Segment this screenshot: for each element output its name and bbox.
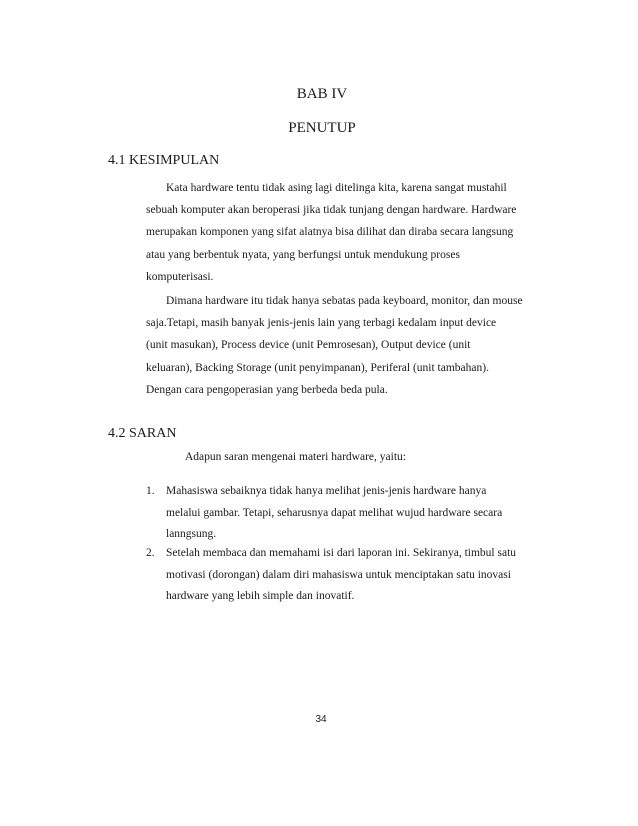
paragraph-line: saja.Tetapi, masih banyak jenis-jenis lain yang terbagi kedalam input device	[146, 317, 497, 330]
paragraph-line: Kata hardware tentu tidak asing lagi ditelinga kita, karena sangat mustahil	[166, 182, 507, 194]
list-line: lanngsung.	[166, 528, 217, 540]
chapter-title: PENUTUP	[288, 120, 356, 136]
kesimpulan-paragraph-2	[146, 290, 546, 401]
paragraph-line: keluaran), Backing Storage (unit penyimpanan), Periferal (unit tambahan).	[146, 361, 489, 374]
list-line: Setelah membaca dan memahami isi dari laporan ini. Sekiranya, timbul satu	[166, 547, 517, 559]
paragraph-line: komputerisasi.	[146, 270, 214, 283]
section-heading-kesimpulan: 4.1 KESIMPULAN	[108, 153, 220, 168]
paragraph-line: (unit masukan), Process device (unit Pemrosesan), Output device (unit	[146, 339, 471, 352]
chapter-number: BAB IV	[296, 86, 348, 102]
list-item-body	[166, 543, 556, 608]
list-line: melalui gambar. Tetapi, seharusnya dapat melihat wujud hardware secara	[166, 506, 503, 519]
list-line: Mahasiswa sebaiknya tidak hanya melihat jenis-jenis hardware hanya	[166, 485, 487, 497]
paragraph-line: sebuah komputer akan beroperasi jika tidak tunjang dengan hardware. Hardware	[146, 204, 517, 217]
list-number: 2.	[146, 547, 155, 559]
list-item-body	[166, 481, 556, 546]
saran-intro: Adapun saran mengenai materi hardware, yaitu:	[185, 451, 406, 463]
paragraph-line: Dengan cara pengoperasian yang berbeda beda pula.	[146, 383, 388, 396]
list-line: hardware yang lebih simple dan inovatif.	[166, 590, 355, 602]
section-heading-saran: 4.2 SARAN	[108, 426, 177, 441]
paragraph-line: atau yang berbentuk nyata, yang berfungsi untuk mendukung proses	[146, 248, 460, 261]
list-number: 1.	[146, 485, 155, 497]
page-number: 34	[315, 714, 327, 725]
kesimpulan-paragraph-1	[146, 177, 546, 288]
paragraph-line: Dimana hardware itu tidak hanya sebatas pada keyboard, monitor, dan mouse	[166, 295, 523, 307]
list-line: motivasi (dorongan) dalam diri mahasiswa untuk menciptakan satu inovasi	[166, 568, 511, 581]
paragraph-line: merupakan komponen yang sifat alatnya bisa dilihat dan diraba secara langsung	[146, 226, 514, 239]
